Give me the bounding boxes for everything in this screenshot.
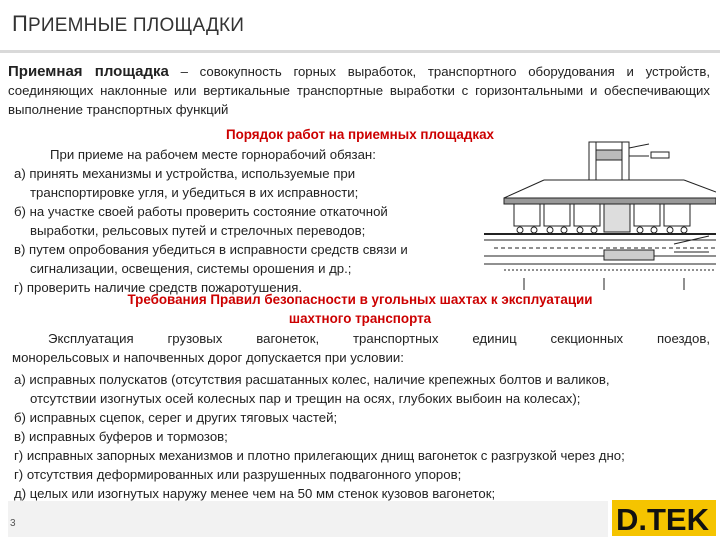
page-title [12,11,244,37]
list-item: б) на участке своей работы проверить состояние откаточной [14,204,388,219]
list-item: б) исправных сцепок, серег и других тяговых частей; [14,410,338,425]
list-item: в) исправных буферов и тормозов; [14,429,228,444]
list-item: а) исправных полускатов (отсутствия расшатанных колес, наличие крепежных болтов и валиков, [14,372,610,387]
dtek-logo [612,500,716,536]
list-item: в) путем опробования убедиться в исправности средств связи и [14,242,408,257]
list-item: г) исправных запорных механизмов и плотно прилегающих днищ вагонеток с разгрузкой через дно; [14,448,625,463]
list-item: транспортировке угля, и убедиться в их исправности; [30,185,359,200]
definition-text: – совокупность горных выработок, транспортного оборудования и устройств, соединяющих наклонные или вертикальные транспортные выработки с горизонтальными и обеспечивающих выполнение транспортных функций [8,64,710,117]
landing-station-drawing [484,140,716,290]
logo-text: D.TEK [616,502,709,536]
page-number: 3 [10,518,16,529]
title-rest: РИЕМНЫЕ ПЛОЩАДКИ [28,15,245,36]
list-item: а) принять механизмы и устройства, используемые при [14,166,356,181]
list-item: г) отсутствия деформированных или разрушенных подвагонного упоров; [14,467,462,482]
definition-term: Приемная площадка [8,63,169,80]
title-divider [0,50,720,53]
section1-list [8,145,478,297]
list-item: выработки, рельсовых путей и стрелочных переводов; [30,223,366,238]
section2-heading-line1: Требования Правил безопасности в угольных шахтах к эксплуатации [127,292,593,307]
section2-intro-line1: Эксплуатация грузовых вагонеток, транспортных единиц секционных поездов, [48,331,710,346]
section2-heading-line2: шахтного транспорта [288,311,432,326]
list-item: д) целых или изогнутых наружу менее чем на 50 мм стенок кузовов вагонеток; [14,486,496,501]
list-item: При приеме на рабочем месте горнорабочий обязан: [50,147,376,162]
section2-body [8,329,710,522]
list-item: г) проверить наличие средств пожаротушения. [14,280,303,295]
title-first-letter: П [12,11,29,36]
list-item: сигнализации, освещения, системы орошения и др.; [30,261,352,276]
section2-heading [60,290,660,328]
definition-paragraph [8,62,710,119]
list-item: отсутствии изогнутых осей колесных пар и трещин на осях, глубоких выбоин на колесах); [30,391,581,406]
section1-heading: Порядок работ на приемных площадках [226,127,494,142]
footer-bar [8,501,608,537]
section2-intro-line2: монорельсовых и напочвенных дорог допускается при условии: [12,350,404,365]
